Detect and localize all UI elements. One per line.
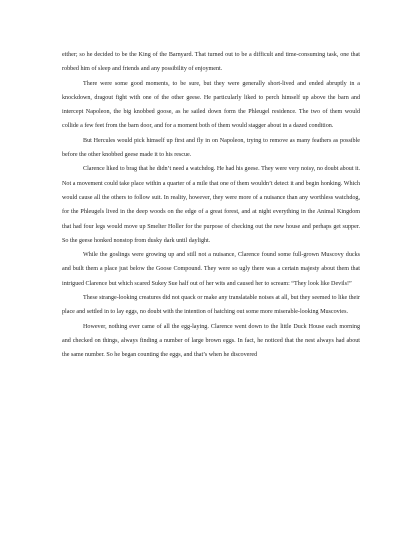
paragraph: These strange-looking creatures did not quack or make any translatable noises at all, but they seemed to like their place and settled in to lay eggs, no doubt with the intention of hatching out some more miserable-looking Muscovies. (62, 295, 360, 316)
paragraph: While the goslings were growing up and still not a nuisance, Clarence found some full-grown Muscovy ducks and built them a place just below the Goose Compound. They were so ugly there was a certain majesty about them that intrigued Clarence but which scared Sukey Sue half out of her wits and caused her to scream: “They look like Devils!” (62, 252, 360, 287)
paragraph: There were some good moments, to be sure, but they were generally short-lived and ended abruptly in a knockdown, dragout fight with one of the other geese. He particularly liked to perch himself up above the barn and intercept Napoleon, the big knobbed goose, as he sailed down form the Phleugel residence. The two of them would collide a few feet from the barn door, and for a moment both of them would stagger about in a dazed condition. (62, 80, 360, 130)
paragraph: But Hercules would pick himself up first and fly in on Napoleon, trying to remove as many feathers as possible before the other knobbed geese made it to his rescue. (62, 137, 360, 159)
body-text (62, 48, 360, 363)
paragraph: Clarence liked to brag that he didn’t need a watchdog. He had his geese. They were very noisy, no doubt about it. Not a movement could take place within a quarter of a mile that one of them wouldn’t detect it and begin honking. Which would cause all the others to follow suit. In reality, however, they were more of a nuisance than any worthless watchdog, for the Phleugels lived in the deep woods on the edge of a great forest, and at night everything in the Animal Kingdom that had four legs would move up Smelter Holler for the purpose of checking out the new house and perhaps get supper. So the geese honked nonstop from dusky dark until daylight. (62, 166, 360, 244)
paragraph: However, nothing ever came of all the egg-laying. Clarence went down to the little Duck House each morning and checked on things, always finding a number of large brown eggs. In fact, he noticed that the nest always had about the same number. So he began counting the eggs, and that’s when he discovered (62, 323, 360, 359)
paragraph: either; so he decided to be the King of the Barnyard. That turned out to be a difficult and time-consuming task, one that robbed him of sleep and friends and any possibility of enjoyment. (62, 52, 360, 73)
